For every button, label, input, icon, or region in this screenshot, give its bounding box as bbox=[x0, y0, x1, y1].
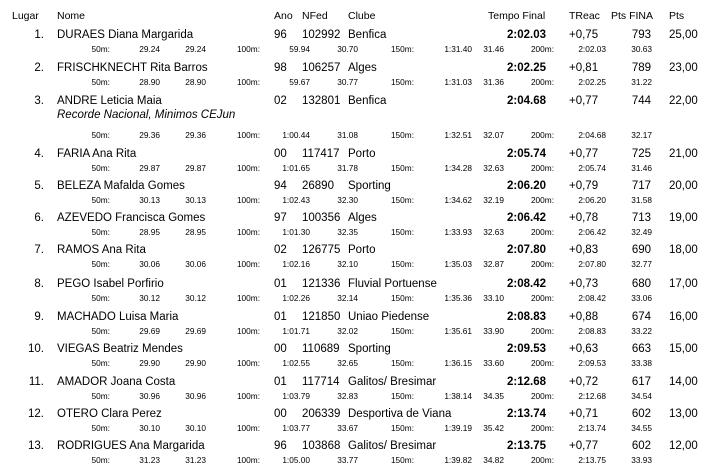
points: 22,00 bbox=[669, 95, 698, 107]
reaction-time: +0,71 bbox=[569, 408, 599, 420]
place: 12. bbox=[28, 408, 44, 420]
fina-points: 680 bbox=[631, 278, 651, 290]
split-time: 32.83 bbox=[337, 391, 358, 401]
split-time: 30.12 bbox=[185, 293, 206, 303]
split-time: 32.10 bbox=[337, 259, 358, 269]
fina-points: 725 bbox=[631, 148, 651, 160]
split-time: 1:34.62 bbox=[444, 195, 472, 205]
record-note-text: Recorde Nacional, Minimos CEJun bbox=[57, 109, 236, 121]
split-time: 35.42 bbox=[483, 423, 504, 433]
nfed-number: 126775 bbox=[302, 244, 341, 256]
split-distance-label: 100m: bbox=[236, 77, 260, 87]
split-distance-label: 100m: bbox=[236, 227, 260, 237]
split-time: 31.46 bbox=[631, 163, 652, 173]
birth-year: 02 bbox=[274, 244, 287, 256]
split-time: 1:31.40 bbox=[444, 44, 472, 54]
split-time: 29.90 bbox=[185, 358, 206, 368]
split-time: 2:06.42 bbox=[578, 227, 606, 237]
split-time: 32.77 bbox=[631, 259, 652, 269]
split-distance-label: 150m: bbox=[390, 259, 414, 269]
nfed-number: 102992 bbox=[302, 29, 341, 41]
split-distance-label: 100m: bbox=[236, 391, 260, 401]
final-time: 2:13.75 bbox=[506, 440, 546, 452]
place: 9. bbox=[34, 311, 44, 323]
split-time: 31.08 bbox=[337, 130, 358, 140]
split-distance-label: 150m: bbox=[390, 163, 414, 173]
split-time: 31.36 bbox=[483, 77, 504, 87]
split-time: 31.23 bbox=[139, 455, 160, 465]
place: 3. bbox=[34, 95, 44, 107]
final-time: 2:06.20 bbox=[506, 180, 546, 192]
fina-points: 713 bbox=[631, 212, 651, 224]
split-time: 59.67 bbox=[289, 77, 310, 87]
split-time: 32.19 bbox=[483, 195, 504, 205]
split-time: 1:33.93 bbox=[444, 227, 472, 237]
split-distance-label: 150m: bbox=[390, 293, 414, 303]
split-time: 30.77 bbox=[337, 77, 358, 87]
header-nome: Nome bbox=[57, 10, 86, 22]
header-treac: TReac bbox=[569, 10, 600, 22]
split-time: 2:02.03 bbox=[578, 44, 606, 54]
place: 6. bbox=[34, 212, 44, 224]
split-time: 34.55 bbox=[631, 423, 652, 433]
split-time: 33.22 bbox=[631, 326, 652, 336]
reaction-time: +0,72 bbox=[569, 376, 599, 388]
split-time: 33.77 bbox=[337, 455, 358, 465]
split-time: 30.63 bbox=[631, 44, 652, 54]
split-time: 2:13.74 bbox=[578, 423, 606, 433]
points: 13,00 bbox=[669, 408, 698, 420]
birth-year: 98 bbox=[274, 62, 287, 74]
split-time: 1:02.55 bbox=[282, 358, 310, 368]
reaction-time: +0,63 bbox=[569, 343, 599, 355]
split-time: 32.65 bbox=[337, 358, 358, 368]
header-tempo-final: Tempo Final bbox=[488, 10, 546, 22]
split-distance-label: 200m: bbox=[530, 391, 554, 401]
split-time: 1:34.28 bbox=[444, 163, 472, 173]
split-time: 29.90 bbox=[139, 358, 160, 368]
points: 17,00 bbox=[669, 278, 698, 290]
points: 19,00 bbox=[669, 212, 698, 224]
fina-points: 744 bbox=[631, 95, 651, 107]
split-distance-label: 100m: bbox=[236, 326, 260, 336]
split-time: 1:35.36 bbox=[444, 293, 472, 303]
split-time: 30.06 bbox=[185, 259, 206, 269]
split-time: 1:01.30 bbox=[282, 227, 310, 237]
split-time: 1:38.14 bbox=[444, 391, 472, 401]
split-time: 1:05.00 bbox=[282, 455, 310, 465]
split-distance-label: 200m: bbox=[530, 77, 554, 87]
fina-points: 602 bbox=[631, 440, 651, 452]
final-time: 2:05.74 bbox=[506, 148, 546, 160]
split-distance-label: 50m: bbox=[91, 391, 110, 401]
fina-points: 674 bbox=[631, 311, 651, 323]
split-time: 32.07 bbox=[483, 130, 504, 140]
final-time: 2:02.03 bbox=[506, 29, 546, 41]
points: 18,00 bbox=[669, 244, 698, 256]
split-time: 30.06 bbox=[139, 259, 160, 269]
split-distance-label: 150m: bbox=[390, 77, 414, 87]
split-time: 30.13 bbox=[139, 195, 160, 205]
athlete-name: AZEVEDO Francisca Gomes bbox=[57, 212, 206, 224]
birth-year: 00 bbox=[274, 343, 287, 355]
split-time: 2:12.68 bbox=[578, 391, 606, 401]
nfed-number: 26890 bbox=[302, 180, 334, 192]
points: 16,00 bbox=[669, 311, 698, 323]
split-time: 30.96 bbox=[185, 391, 206, 401]
birth-year: 96 bbox=[274, 440, 287, 452]
club: Alges bbox=[348, 62, 377, 74]
points: 12,00 bbox=[669, 440, 698, 452]
split-distance-label: 150m: bbox=[390, 44, 414, 54]
reaction-time: +0,77 bbox=[569, 95, 599, 107]
fina-points: 663 bbox=[631, 343, 651, 355]
points: 23,00 bbox=[669, 62, 698, 74]
nfed-number: 121336 bbox=[302, 278, 341, 290]
split-time: 29.69 bbox=[139, 326, 160, 336]
club: Galitos/ Bresimar bbox=[348, 440, 437, 452]
split-time: 32.14 bbox=[337, 293, 358, 303]
split-distance-label: 150m: bbox=[390, 130, 414, 140]
split-time: 33.10 bbox=[483, 293, 504, 303]
split-time: 31.78 bbox=[337, 163, 358, 173]
split-distance-label: 50m: bbox=[91, 326, 110, 336]
split-time: 31.58 bbox=[631, 195, 652, 205]
reaction-time: +0,88 bbox=[569, 311, 599, 323]
split-time: 2:08.83 bbox=[578, 326, 606, 336]
nfed-number: 106257 bbox=[302, 62, 341, 74]
final-time: 2:12.68 bbox=[506, 376, 546, 388]
athlete-name: ANDRE Leticia Maia bbox=[57, 95, 162, 107]
club: Porto bbox=[348, 148, 376, 160]
split-distance-label: 100m: bbox=[236, 259, 260, 269]
split-distance-label: 150m: bbox=[390, 227, 414, 237]
reaction-time: +0,79 bbox=[569, 180, 599, 192]
split-time: 30.12 bbox=[139, 293, 160, 303]
split-time: 29.24 bbox=[185, 44, 206, 54]
split-distance-label: 150m: bbox=[390, 455, 414, 465]
nfed-number: 100356 bbox=[302, 212, 341, 224]
split-time: 2:08.42 bbox=[578, 293, 606, 303]
athlete-name: RODRIGUES Ana Margarida bbox=[57, 440, 205, 452]
birth-year: 00 bbox=[274, 148, 287, 160]
reaction-time: +0,77 bbox=[569, 148, 599, 160]
birth-year: 97 bbox=[274, 212, 287, 224]
fina-points: 617 bbox=[631, 376, 651, 388]
split-distance-label: 100m: bbox=[236, 163, 260, 173]
club: Desportiva de Viana bbox=[348, 408, 452, 420]
split-time: 33.60 bbox=[483, 358, 504, 368]
split-distance-label: 200m: bbox=[530, 195, 554, 205]
split-time: 34.35 bbox=[483, 391, 504, 401]
split-distance-label: 100m: bbox=[236, 44, 260, 54]
split-time: 2:06.20 bbox=[578, 195, 606, 205]
split-distance-label: 50m: bbox=[91, 358, 110, 368]
split-time: 29.87 bbox=[185, 163, 206, 173]
split-distance-label: 200m: bbox=[530, 163, 554, 173]
athlete-name: RAMOS Ana Rita bbox=[57, 244, 146, 256]
final-time: 2:09.53 bbox=[506, 343, 546, 355]
athlete-name: FRISCHKNECHT Rita Barros bbox=[57, 62, 208, 74]
nfed-number: 117417 bbox=[302, 148, 340, 160]
split-time: 32.17 bbox=[631, 130, 652, 140]
club: Benfica bbox=[348, 95, 387, 107]
split-time: 1:03.77 bbox=[282, 423, 310, 433]
split-time: 33.38 bbox=[631, 358, 652, 368]
split-distance-label: 100m: bbox=[236, 423, 260, 433]
split-time: 2:09.53 bbox=[578, 358, 606, 368]
split-time: 28.95 bbox=[139, 227, 160, 237]
header-clube: Clube bbox=[348, 10, 376, 22]
split-time: 1:32.51 bbox=[444, 130, 472, 140]
split-time: 32.02 bbox=[337, 326, 358, 336]
club: Galitos/ Bresimar bbox=[348, 376, 437, 388]
athlete-name: PEGO Isabel Porfirio bbox=[57, 278, 164, 290]
split-time: 2:07.80 bbox=[578, 259, 606, 269]
points: 21,00 bbox=[669, 148, 698, 160]
split-time: 32.63 bbox=[483, 163, 504, 173]
split-distance-label: 200m: bbox=[530, 423, 554, 433]
split-distance-label: 50m: bbox=[91, 455, 110, 465]
nfed-number: 103868 bbox=[302, 440, 341, 452]
nfed-number: 132801 bbox=[302, 95, 341, 107]
reaction-time: +0,77 bbox=[569, 440, 599, 452]
split-time: 1:01.71 bbox=[282, 326, 310, 336]
split-distance-label: 50m: bbox=[91, 44, 110, 54]
reaction-time: +0,81 bbox=[569, 62, 599, 74]
place: 4. bbox=[34, 148, 44, 160]
nfed-number: 110689 bbox=[302, 343, 340, 355]
split-distance-label: 200m: bbox=[530, 227, 554, 237]
athlete-name: AMADOR Joana Costa bbox=[57, 376, 176, 388]
fina-points: 793 bbox=[631, 29, 651, 41]
split-distance-label: 150m: bbox=[390, 391, 414, 401]
club: Porto bbox=[348, 244, 376, 256]
split-time: 33.93 bbox=[631, 455, 652, 465]
split-time: 31.46 bbox=[483, 44, 504, 54]
header-pts-fina: Pts FINA bbox=[611, 10, 654, 22]
nfed-number: 117714 bbox=[302, 376, 340, 388]
split-time: 32.49 bbox=[631, 227, 652, 237]
header-nfed: NFed bbox=[302, 10, 328, 22]
split-time: 1:35.61 bbox=[444, 326, 472, 336]
points: 14,00 bbox=[669, 376, 698, 388]
split-time: 32.30 bbox=[337, 195, 358, 205]
place: 13. bbox=[28, 440, 44, 452]
split-distance-label: 100m: bbox=[236, 455, 260, 465]
place: 8. bbox=[34, 278, 44, 290]
birth-year: 94 bbox=[274, 180, 287, 192]
split-time: 1:35.03 bbox=[444, 259, 472, 269]
split-distance-label: 150m: bbox=[390, 326, 414, 336]
club: Benfica bbox=[348, 29, 387, 41]
split-time: 1:39.19 bbox=[444, 423, 472, 433]
split-time: 32.63 bbox=[483, 227, 504, 237]
birth-year: 00 bbox=[274, 408, 287, 420]
club: Fluvial Portuense bbox=[348, 278, 437, 290]
athlete-name: VIEGAS Beatriz Mendes bbox=[57, 343, 183, 355]
split-time: 2:02.25 bbox=[578, 77, 606, 87]
split-time: 31.22 bbox=[631, 77, 652, 87]
split-distance-label: 100m: bbox=[236, 358, 260, 368]
final-time: 2:08.42 bbox=[506, 278, 546, 290]
split-time: 28.90 bbox=[139, 77, 160, 87]
split-time: 1:02.16 bbox=[282, 259, 310, 269]
split-time: 29.36 bbox=[139, 130, 160, 140]
birth-year: 01 bbox=[274, 311, 287, 323]
points: 25,00 bbox=[669, 29, 698, 41]
athlete-name: FARIA Ana Rita bbox=[57, 148, 137, 160]
split-distance-label: 200m: bbox=[530, 44, 554, 54]
split-distance-label: 200m: bbox=[530, 326, 554, 336]
split-time: 1:03.79 bbox=[282, 391, 310, 401]
club: Uniao Piedense bbox=[348, 311, 430, 323]
split-time: 28.90 bbox=[185, 77, 206, 87]
place: 2. bbox=[34, 62, 44, 74]
split-time: 32.35 bbox=[337, 227, 358, 237]
birth-year: 02 bbox=[274, 95, 287, 107]
split-time: 34.82 bbox=[483, 455, 504, 465]
points: 20,00 bbox=[669, 180, 698, 192]
split-time: 1:01.65 bbox=[282, 163, 310, 173]
split-time: 1:36.15 bbox=[444, 358, 472, 368]
split-distance-label: 50m: bbox=[91, 259, 110, 269]
split-time: 30.10 bbox=[185, 423, 206, 433]
athlete-name: DURAES Diana Margarida bbox=[57, 29, 194, 41]
nfed-number: 121850 bbox=[302, 311, 341, 323]
split-distance-label: 50m: bbox=[91, 423, 110, 433]
fina-points: 690 bbox=[631, 244, 651, 256]
split-time: 32.87 bbox=[483, 259, 504, 269]
split-distance-label: 50m: bbox=[91, 163, 110, 173]
place: 10. bbox=[28, 343, 44, 355]
birth-year: 96 bbox=[274, 29, 287, 41]
final-time: 2:13.74 bbox=[506, 408, 546, 420]
points: 15,00 bbox=[669, 343, 698, 355]
split-distance-label: 100m: bbox=[236, 293, 260, 303]
split-time: 1:02.26 bbox=[282, 293, 310, 303]
birth-year: 01 bbox=[274, 376, 287, 388]
nfed-number: 206339 bbox=[302, 408, 341, 420]
split-time: 33.90 bbox=[483, 326, 504, 336]
reaction-time: +0,78 bbox=[569, 212, 599, 224]
final-time: 2:06.42 bbox=[506, 212, 546, 224]
split-distance-label: 50m: bbox=[91, 130, 110, 140]
split-time: 2:13.75 bbox=[578, 455, 606, 465]
place: 7. bbox=[34, 244, 44, 256]
split-distance-label: 200m: bbox=[530, 293, 554, 303]
club: Sporting bbox=[348, 180, 391, 192]
split-time: 29.24 bbox=[139, 44, 160, 54]
split-distance-label: 100m: bbox=[236, 130, 260, 140]
athlete-name: BELEZA Mafalda Gomes bbox=[57, 180, 185, 192]
split-distance-label: 200m: bbox=[530, 130, 554, 140]
split-time: 28.95 bbox=[185, 227, 206, 237]
athlete-name: OTERO Clara Perez bbox=[57, 408, 162, 420]
split-distance-label: 200m: bbox=[530, 455, 554, 465]
split-time: 30.96 bbox=[139, 391, 160, 401]
split-distance-label: 50m: bbox=[91, 195, 110, 205]
split-distance-label: 50m: bbox=[91, 77, 110, 87]
fina-points: 789 bbox=[631, 62, 651, 74]
club: Alges bbox=[348, 212, 377, 224]
fina-points: 717 bbox=[631, 180, 651, 192]
birth-year: 01 bbox=[274, 278, 287, 290]
place: 1. bbox=[34, 29, 44, 41]
split-time: 2:05.74 bbox=[578, 163, 606, 173]
split-time: 29.87 bbox=[139, 163, 160, 173]
split-distance-label: 150m: bbox=[390, 358, 414, 368]
split-distance-label: 200m: bbox=[530, 358, 554, 368]
split-distance-label: 50m: bbox=[91, 293, 110, 303]
final-time: 2:02.25 bbox=[506, 62, 546, 74]
split-time: 30.10 bbox=[139, 423, 160, 433]
split-time: 1:02.43 bbox=[282, 195, 310, 205]
split-time: 1:00.44 bbox=[282, 130, 310, 140]
place: 11. bbox=[28, 376, 44, 388]
split-distance-label: 50m: bbox=[91, 227, 110, 237]
split-time: 30.13 bbox=[185, 195, 206, 205]
split-time: 33.67 bbox=[337, 423, 358, 433]
header-ano: Ano bbox=[274, 10, 293, 22]
split-distance-label: 100m: bbox=[236, 195, 260, 205]
reaction-time: +0,83 bbox=[569, 244, 599, 256]
split-time: 30.70 bbox=[337, 44, 358, 54]
split-time: 1:39.82 bbox=[444, 455, 472, 465]
athlete-name: MACHADO Luisa Maria bbox=[57, 311, 179, 323]
split-distance-label: 200m: bbox=[530, 259, 554, 269]
club: Sporting bbox=[348, 343, 391, 355]
final-time: 2:04.68 bbox=[506, 95, 546, 107]
final-time: 2:07.80 bbox=[506, 244, 546, 256]
split-time: 29.69 bbox=[185, 326, 206, 336]
split-time: 34.54 bbox=[631, 391, 652, 401]
reaction-time: +0,75 bbox=[569, 29, 599, 41]
split-distance-label: 150m: bbox=[390, 423, 414, 433]
split-time: 33.06 bbox=[631, 293, 652, 303]
split-time: 59.94 bbox=[289, 44, 310, 54]
final-time: 2:08.83 bbox=[506, 311, 546, 323]
header-pts: Pts bbox=[669, 10, 685, 22]
reaction-time: +0,73 bbox=[569, 278, 599, 290]
split-distance-label: 150m: bbox=[390, 195, 414, 205]
place: 5. bbox=[34, 180, 44, 192]
split-time: 2:04.68 bbox=[578, 130, 606, 140]
fina-points: 602 bbox=[631, 408, 651, 420]
split-time: 29.36 bbox=[185, 130, 206, 140]
header-lugar: Lugar bbox=[12, 10, 39, 22]
split-time: 1:31.03 bbox=[444, 77, 472, 87]
split-time: 31.23 bbox=[185, 455, 206, 465]
